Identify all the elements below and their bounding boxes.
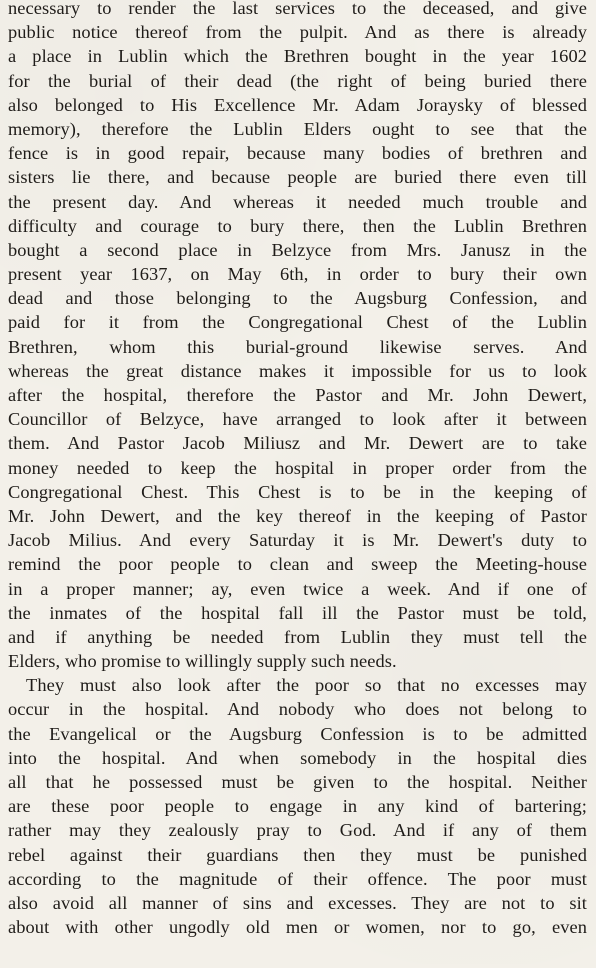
paragraph-1 xyxy=(8,0,587,673)
paragraph-2 xyxy=(8,673,587,939)
text-line: all that he possessed must be given to the hospital. Neither xyxy=(8,772,587,792)
text-line: Mr. John Dewert, and the key thereof in the keeping of Pastor xyxy=(8,505,587,526)
text-line: sisters lie there, and because people are buried there even till xyxy=(8,167,587,188)
text-line: rather may they zealously pray to God. And if any of them xyxy=(8,820,587,841)
text-line: are these poor people to engage in any kind of bartering; xyxy=(8,796,587,817)
text-line: Councillor of Belzyce, have arranged to look after it between xyxy=(8,409,587,430)
text-line: rebel against their guardians then they must be punished xyxy=(8,844,587,865)
text-line: the inmates of the hospital fall ill the Pastor must be told, xyxy=(8,602,587,623)
text-line: in a proper manner; ay, even twice a week. And if one of xyxy=(8,578,587,599)
text-line: occur in the hospital. And nobody who does not belong to xyxy=(8,699,587,720)
text-line: the Evangelical or the Augsburg Confession is to be admitted xyxy=(8,723,587,744)
text-line: into the hospital. And when somebody in the hospital dies xyxy=(8,747,587,768)
text-line: money needed to keep the hospital in proper order from the xyxy=(8,457,587,478)
text-line: public notice thereof from the pulpit. And as there is already xyxy=(8,22,587,43)
text-line: about with other ungodly old men or women, nor to go, even xyxy=(8,917,587,938)
text-line: according to the magnitude of their offence. The poor must xyxy=(8,868,587,889)
text-line: present year 1637, on May 6th, in order to bury their own xyxy=(8,264,587,285)
text-line: a place in Lublin which the Brethren bought in the year 1602 xyxy=(8,46,587,67)
text-line: fence is in good repair, because many bodies of brethren and xyxy=(8,143,587,164)
text-line: dead and those belonging to the Augsburg Confession, and xyxy=(8,288,587,309)
text-line: Jacob Milius. And every Saturday it is Mr. Dewert's duty to xyxy=(8,530,587,551)
text-line: them. And Pastor Jacob Miliusz and Mr. Dewert are to take xyxy=(8,433,587,454)
text-line: the present day. And whereas it needed much trouble and xyxy=(8,191,587,212)
text-line: difficulty and courage to bury there, then the Lublin Brethren xyxy=(8,215,587,236)
text-line: and if anything be needed from Lublin they must tell the xyxy=(8,626,587,647)
text-line: paid for it from the Congregational Chest of the Lublin xyxy=(8,312,587,333)
text-line: also belonged to His Excellence Mr. Adam Joraysky of blessed xyxy=(8,94,587,115)
text-line: Elders, who promise to willingly supply such needs. xyxy=(8,651,397,672)
text-line: memory), therefore the Lublin Elders ought to see that the xyxy=(8,118,587,139)
text-line: Congregational Chest. This Chest is to be in the keeping of xyxy=(8,481,587,502)
text-line: after the hospital, therefore the Pastor and Mr. John Dewert, xyxy=(8,385,587,405)
text-line: necessary to render the last services to the deceased, and give xyxy=(8,0,587,18)
text-line: whereas the great distance makes it impossible for us to look xyxy=(8,360,587,381)
text-line: remind the poor people to clean and sweep the Meeting-house xyxy=(8,554,587,575)
text-line: bought a second place in Belzyce from Mrs. Janusz in the xyxy=(8,239,587,260)
text-line: Brethren, whom this burial-ground likewise serves. And xyxy=(8,336,587,357)
text-line: for the burial of their dead (the right of being buried there xyxy=(8,70,587,91)
text-line: also avoid all manner of sins and excesses. They are not to sit xyxy=(8,892,587,913)
text-line: They must also look after the poor so that no excesses may xyxy=(26,675,587,696)
